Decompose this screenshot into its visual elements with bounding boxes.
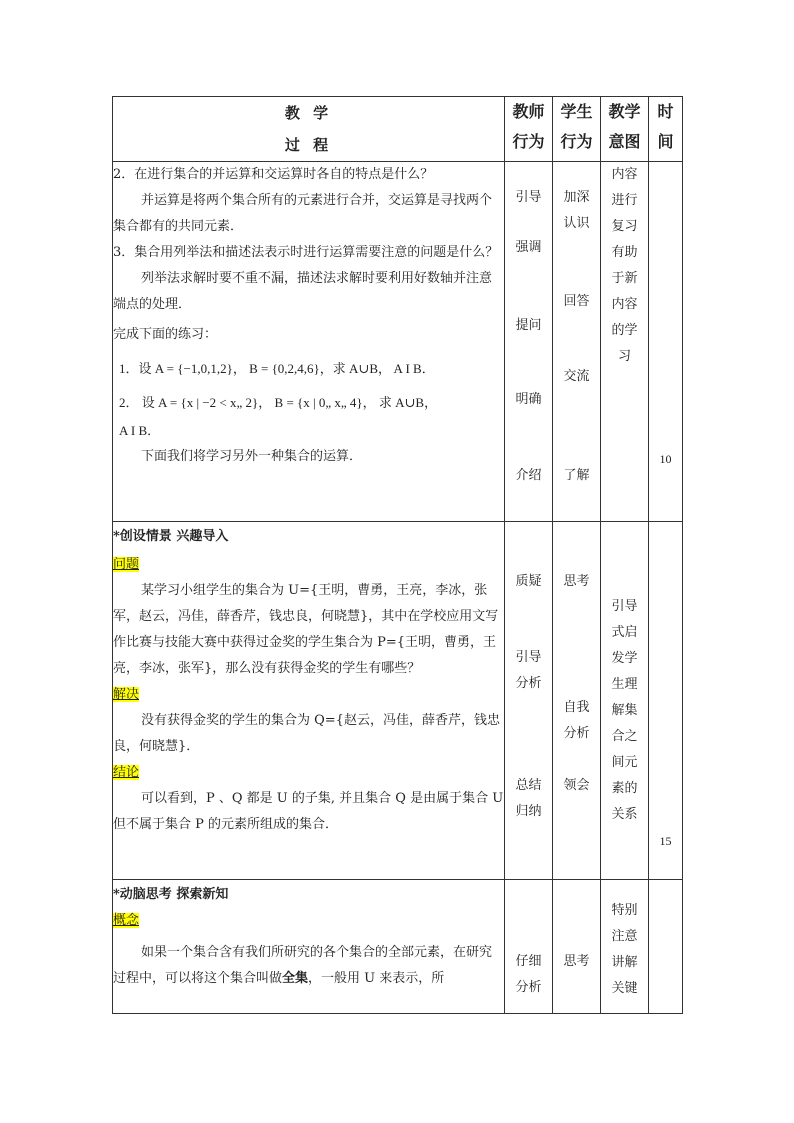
lesson-plan-table: [112, 96, 683, 1014]
concept-student-behavior: [553, 880, 601, 1014]
header-teacher-line1: 教师: [512, 102, 545, 121]
conclusion-text: 可以看到，P 、Q 都是 U 的子集, 并且集合 Q 是由属于集合 U 但不属于集合 P 的元素所组成的集合．: [113, 791, 504, 832]
concept-row: [113, 880, 683, 1014]
header-intent-line2: 意图: [608, 132, 641, 151]
scenario-row: [113, 522, 683, 880]
teacher-item: 质疑: [515, 574, 542, 589]
student-item: 思考: [563, 954, 590, 969]
header-teaching-intent: [601, 97, 649, 162]
exercise-intro: 完成下面的练习：: [113, 327, 218, 342]
answer-3: 列举法求解时要不重不漏，描述法求解时要利用好数轴并注意端点的处理．: [113, 271, 493, 312]
student-item: 加深: [563, 190, 590, 205]
student-item: 了解: [563, 468, 590, 483]
teacher-item: 分析: [515, 980, 542, 995]
header-time-line1: 时: [657, 102, 674, 121]
student-item: 思考: [563, 574, 590, 589]
concept-time: [649, 880, 683, 1014]
question-3: 3．集合用列举法和描述法表示时进行运算需要注意的问题是什么？: [113, 245, 499, 260]
header-teaching-process: [113, 97, 505, 162]
solve-text: 没有获得金奖的学生的集合为 Q={赵云，冯佳，薛香芹，钱忠良，何晓慧}．: [113, 713, 500, 754]
header-time-line2: 间: [657, 132, 674, 151]
concept-text-part-a: 如果一个集合含有我们所研究的各个集合的全部元素，在研究过程中，可以将这个集合叫做: [113, 945, 493, 986]
header-process-line1: 教 学: [284, 104, 333, 122]
tag-conclusion: 结论: [113, 765, 140, 780]
review-time: [649, 162, 683, 522]
concept-term-full-set: 全集: [282, 971, 309, 986]
teacher-item: 归纳: [515, 804, 542, 819]
exercise-2-line1: 2． 设 A = {x | −2 < x„ 2}， B = {x | 0„ x„ 4}， 求 A∪B，: [119, 395, 438, 410]
teacher-item: 总结: [515, 778, 542, 793]
student-item: 分析: [563, 726, 590, 741]
header-student-behavior: [553, 97, 601, 162]
transition-text: 下面我们将学习另外一种集合的运算．: [141, 449, 363, 464]
problem-text: 某学习小组学生的集合为 U={王明，曹勇，王亮，李冰，张军，赵云，冯佳，薛香芹，钱忠良，何晓慧}，其中在学校应用文写作比赛与技能大赛中获得过金奖的学生集合为 P={王明，曹勇，王亮，李冰，张军}，那么没有获得金奖的学生有哪些？: [113, 583, 499, 676]
teacher-item: 引导: [515, 650, 542, 665]
review-teacher-behavior: [505, 162, 553, 522]
student-item: 认识: [563, 216, 590, 231]
header-teacher-behavior: [505, 97, 553, 162]
scenario-student-behavior: [553, 522, 601, 880]
scenario-intent: 引导式启发学生理解集合之间元素的关系: [601, 522, 649, 880]
time-minutes: 10: [659, 452, 672, 466]
section-title-concept: *动脑思考 探索新知: [113, 887, 229, 902]
concept-text-part-b: ，一般用 U 来表示，所: [308, 971, 445, 986]
header-intent-line1: 教学: [608, 102, 641, 121]
student-item: 交流: [563, 369, 590, 384]
concept-intent: 特别注意讲解关键: [601, 880, 649, 1014]
concept-teacher-behavior: [505, 880, 553, 1014]
scenario-content: [113, 522, 505, 880]
student-item: 回答: [563, 294, 590, 309]
teacher-item: 仔细: [515, 954, 542, 969]
concept-text: [113, 940, 504, 992]
concept-content: [113, 880, 505, 1014]
review-content: [113, 162, 505, 522]
scenario-time: [649, 522, 683, 880]
student-item: 自我: [563, 700, 590, 715]
tag-problem: 问题: [113, 557, 140, 572]
teacher-item: 明确: [515, 392, 542, 407]
teacher-item: 提问: [515, 318, 542, 333]
teacher-item: 引导: [515, 190, 542, 205]
tag-concept: 概念: [113, 913, 140, 928]
exercise-1: 1．设 A = {−1,0,1,2}， B = {0,2,4,6}，求 A∪B， A I B．: [119, 361, 435, 376]
time-minutes: 15: [659, 834, 672, 848]
header-row: [113, 97, 683, 162]
exercise-2-line2: A I B．: [119, 423, 161, 438]
teacher-item: 强调: [515, 240, 542, 255]
tag-solve: 解决: [113, 687, 140, 702]
review-intent: 内容进行复习有助于新内容的学习: [601, 162, 649, 522]
question-2: 2．在进行集合的并运算和交运算时各自的特点是什么？: [113, 167, 434, 182]
header-time: [649, 97, 683, 162]
teacher-item: 分析: [515, 676, 542, 691]
answer-2: 并运算是将两个集合所有的元素进行合并，交运算是寻找两个集合都有的共同元素．: [113, 193, 493, 234]
review-student-behavior: [553, 162, 601, 522]
teacher-item: 介绍: [515, 468, 542, 483]
header-student-line2: 行为: [560, 132, 593, 151]
header-process-line2: 过 程: [284, 136, 333, 154]
review-row: [113, 162, 683, 522]
header-student-line1: 学生: [560, 102, 593, 121]
student-item: 领会: [563, 778, 590, 793]
header-teacher-line2: 行为: [512, 132, 545, 151]
section-title-scenario: *创设情景 兴趣导入: [113, 529, 229, 544]
scenario-teacher-behavior: [505, 522, 553, 880]
